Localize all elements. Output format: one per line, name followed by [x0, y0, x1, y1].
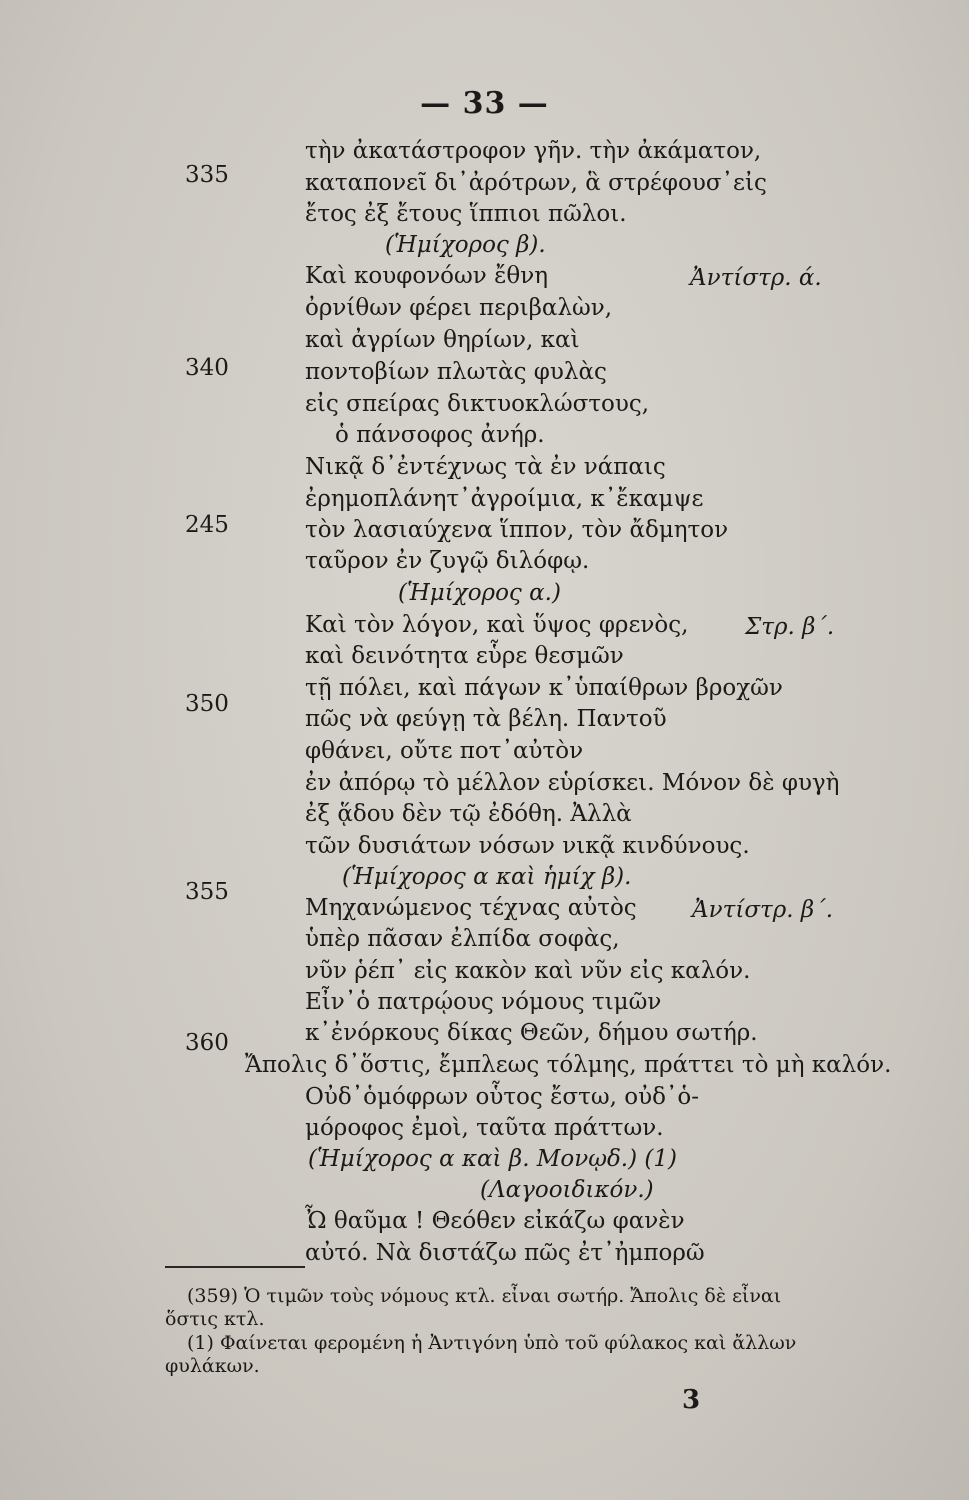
verse-line: ἔτος ἐξ ἔτους ἵππιοι πῶλοι. — [305, 201, 627, 227]
page-number: — 33 — — [420, 86, 549, 121]
verse-line: μόροφος ἐμοὶ, ταῦτα πράττων. — [305, 1115, 664, 1141]
verse-line: Νικᾷ δ᾽ἐντέχνως τὰ ἐν νάπαις — [305, 454, 666, 480]
verse-line: ὁ πάνσοφος ἀνήρ. — [335, 422, 545, 448]
verse-line: Καὶ κουφονόων ἔθνη — [305, 263, 549, 289]
signature-mark: 3 — [682, 1385, 701, 1415]
speaker-heading: (Ἡμίχορος α καὶ β. Μονῳδ.) (1) — [308, 1146, 677, 1172]
verse-line: αὐτό. Νὰ διστάζω πῶς ἐτ᾽ἠμπορῶ — [305, 1240, 705, 1266]
verse-line: ἐξ ᾅδου δὲν τῷ ἐδόθη. Ἀλλὰ — [305, 801, 632, 827]
verse-line: κ᾽ἐνόρκους δίκας Θεῶν, δήμου σωτήρ. — [305, 1020, 758, 1046]
footnote-line: (1) Φαίνεται φερομένη ἡ Ἀντιγόνη ὑπὸ τοῦ φύλακος καὶ ἄλλων — [187, 1332, 797, 1354]
line-number-245: 245 — [185, 512, 229, 538]
footnote-separator — [165, 1266, 305, 1268]
footnote-line: φυλάκων. — [165, 1355, 260, 1377]
verse-line: τῇ πόλει, καὶ πάγων κ᾽ὑπαίθρων βροχῶν — [305, 675, 783, 701]
verse-line: Οὐδ᾽ὁμόφρων οὗτος ἔστω, οὐδ᾽ὁ- — [305, 1084, 700, 1110]
verse-line: φθάνει, οὔτε ποτ᾽αὐτὸν — [305, 738, 584, 764]
verse-line: καταπονεῖ δι᾽ἀρότρων, ἃ στρέφουσ᾽εἰς — [305, 170, 767, 196]
speaker-heading: (Ἡμίχορος α καὶ ἡμίχ β). — [342, 864, 632, 890]
line-number-335: 335 — [185, 162, 229, 188]
verse-line: ἐν ἀπόρῳ τὸ μέλλον εὑρίσκει. Μόνον δὲ φυγὴ — [305, 770, 840, 796]
verse-line: Ἄπολις δ᾽ὅστις, ἔμπλεως τόλμης, πράττει τὸ μὴ καλόν. — [245, 1052, 892, 1078]
verse-line: ἐρημοπλάνητ᾽ἀγροίμια, κ᾽ἔκαμψε — [305, 486, 704, 512]
margin-note-antistrophe-a: Ἀντίστρ. ά. — [690, 265, 822, 291]
line-number-355: 355 — [185, 879, 229, 905]
verse-line: ποντοβίων πλωτὰς φυλὰς — [305, 359, 607, 385]
verse-line: νῦν ῥέπ᾽ εἰς κακὸν καὶ νῦν εἰς καλόν. — [305, 958, 751, 984]
line-number-360: 360 — [185, 1030, 229, 1056]
verse-line: ὑπὲρ πᾶσαν ἐλπίδα σοφὰς, — [305, 926, 620, 952]
verse-line: ὀρνίθων φέρει περιβαλὼν, — [305, 295, 613, 321]
footnote-line: ὅστις κτλ. — [165, 1308, 265, 1330]
verse-line: Μηχανώμενος τέχνας αὐτὸς — [305, 895, 637, 921]
verse-line: τὴν ἀκατάστροφον γῆν. τὴν ἀκάματον, — [305, 138, 762, 164]
verse-line: τῶν δυσιάτων νόσων νικᾷ κινδύνους. — [305, 833, 750, 859]
line-number-350: 350 — [185, 691, 229, 717]
verse-line: καὶ ἀγρίων θηρίων, καὶ — [305, 327, 580, 353]
meter-heading: (Λαγοοιδικόν.) — [480, 1177, 654, 1203]
verse-line: πῶς νὰ φεύγῃ τὰ βέλη. Παντοῦ — [305, 706, 667, 732]
line-number-340: 340 — [185, 355, 229, 381]
verse-line: καὶ δεινότητα εὗρε θεσμῶν — [305, 643, 624, 669]
verse-line: εἰς σπείρας δικτυοκλώστους, — [305, 391, 650, 417]
speaker-heading: (Ἡμίχορος α.) — [398, 580, 561, 606]
speaker-heading: (Ἡμίχορος β). — [385, 232, 546, 258]
verse-line: ταῦρον ἐν ζυγῷ διλόφῳ. — [305, 548, 590, 574]
footnote-line: (359) Ὁ τιμῶν τοὺς νόμους κτλ. εἶναι σωτήρ. Ἄπολις δὲ εἶναι — [187, 1285, 782, 1307]
margin-note-strophe-b: Στρ. β΄. — [745, 614, 835, 640]
verse-line: Ὦ θαῦμα ! Θεόθεν εἰκάζω φανὲν — [305, 1208, 685, 1234]
verse-line: Καὶ τὸν λόγον, καὶ ὕψος φρενὸς, — [305, 612, 689, 638]
margin-note-antistrophe-b: Ἀντίστρ. β΄. — [692, 897, 834, 923]
verse-line: τὸν λασιαύχενα ἵππον, τὸν ἄδμητον — [305, 517, 729, 543]
verse-line: Εἶν᾽ὁ πατρῴους νόμους τιμῶν — [305, 989, 662, 1015]
